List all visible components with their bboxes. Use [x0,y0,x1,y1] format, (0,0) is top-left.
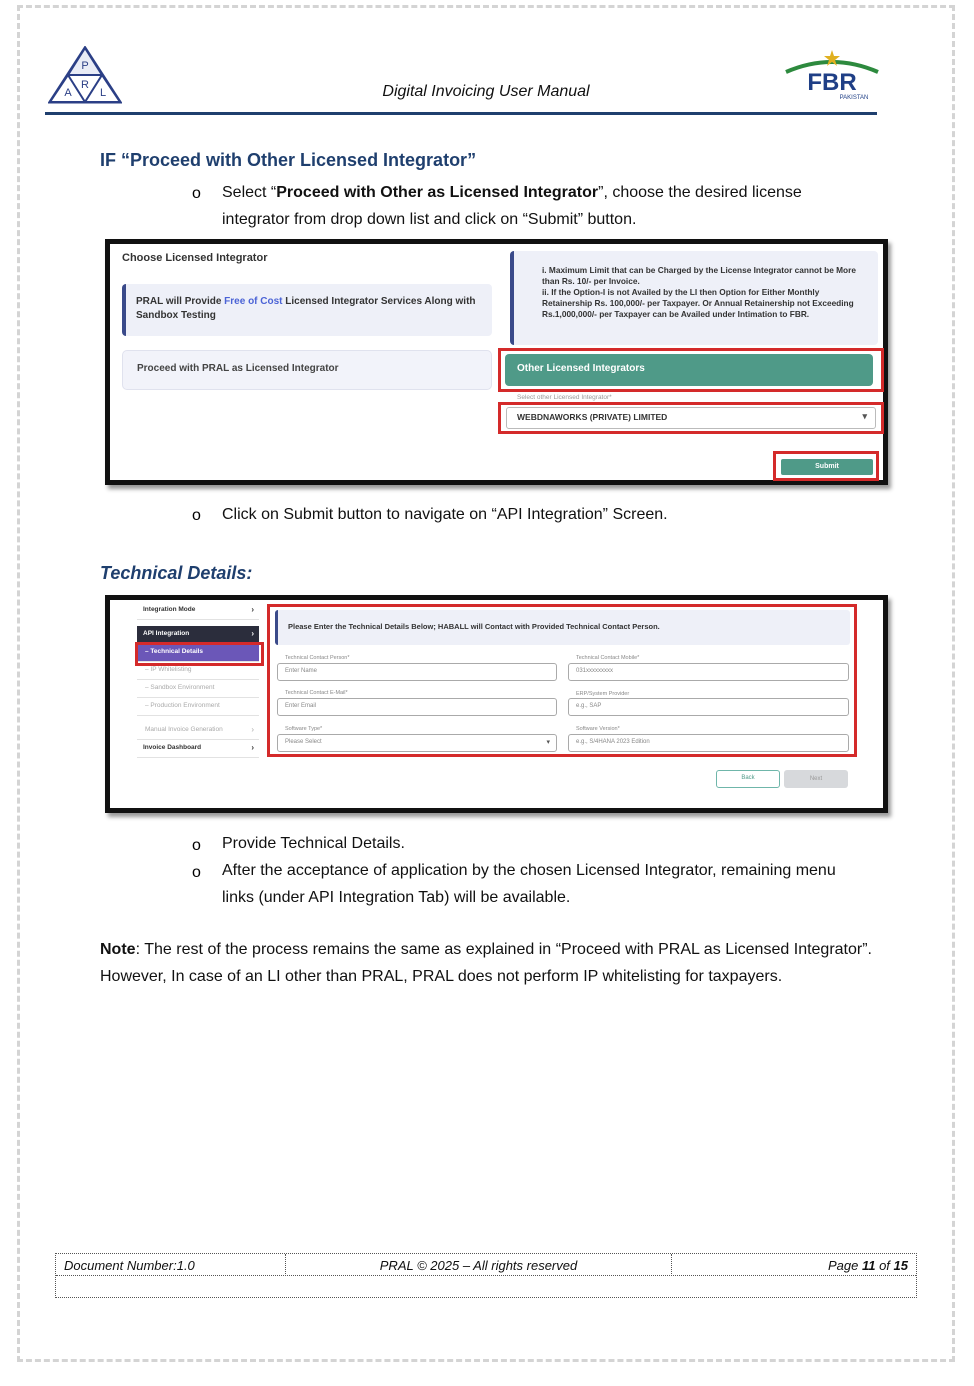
software-version-input[interactable]: e.g., S/4HANA 2023 Edition [568,734,849,752]
sidebar-item-ip-whitelisting[interactable]: – IP Whitelisting [137,662,259,680]
bullet-provide-details: Provide Technical Details. [222,835,405,852]
bullet-select-other-li [222,180,872,233]
page-pre: Page [827,1258,862,1273]
sidebar-nav [137,602,259,758]
chevron-down-icon: ▾ [546,739,550,746]
note-label: Note [100,941,136,958]
sidebar-item-integration-mode[interactable] [137,602,259,620]
nav-label: Manual Invoice Generation [145,726,223,733]
page-current: 11 [861,1258,876,1273]
info-item-ii: ii. If the Option-I is not Availed by the LI then Option for Either Monthly Retainership Rs. 100,000/- per Taxpayer. Or Annual Retainership not Exceeding Rs.1,000,000/- per Taxpayer can be Availed under Intimation to FBR. [542,287,854,319]
chevron-right-icon: › [251,743,254,752]
fbr-logo-sub: PAKISTAN [839,95,869,101]
erp-input[interactable]: e.g., SAP [568,698,849,716]
software-version-label: Software Version* [576,726,620,732]
footer-doc-number: Document Number:1.0 [56,1254,286,1276]
nav-label: API Integration [143,630,190,637]
bullet-text-pre: Select “ [222,184,277,201]
note-paragraph [100,937,872,990]
pral-logo-p: P [81,60,89,72]
chevron-right-icon: › [251,629,254,638]
sidebar-item-production[interactable]: – Production Environment [137,698,259,716]
chevron-right-icon: › [251,605,254,614]
contact-mobile-input[interactable]: 031xxxxxxxxx [568,663,849,681]
pral-card-post: Licensed Integrator Services Along with Sandbox Testing [136,296,476,321]
sidebar-item-manual-invoice[interactable] [137,722,259,740]
email-input[interactable]: Enter Email [277,698,557,716]
fbr-logo-text: FBR [807,69,857,96]
chevron-down-icon: ▾ [862,411,867,421]
note-text: : The rest of the process remains the same as explained in “Proceed with PRAL as Licensed Integrator”. However, In case of an LI other than PRAL, PRAL does not perform IP whitelisting for taxpayers. [100,941,872,985]
pral-card-pre: PRAL will Provide [136,296,225,307]
pral-logo-l: L [99,87,107,99]
bullet-menu-links: After the acceptance of application by the chosen Licensed Integrator, remaining menu links (under API Integration Tab) will be available. [222,862,836,906]
choose-li-title: Choose Licensed Integrator [122,252,268,264]
bullet-marker: o [192,864,201,881]
nav-label: Invoice Dashboard [143,744,202,751]
page-total: 15 [893,1258,908,1273]
li-charges-info [510,251,878,345]
contact-person-label: Technical Contact Person* [285,655,350,661]
bullet-text-post: ”, choose the desired license integrator from drop down list and click on “Submit” button. [222,184,802,228]
bullet-marker: o [192,185,201,202]
erp-label: ERP/System Provider [576,691,630,697]
footer-page-number [672,1254,916,1276]
screenshot-technical-details [105,595,888,813]
contact-mobile-label: Technical Contact Mobile* [576,655,640,661]
chevron-right-icon: › [251,725,254,734]
sidebar-item-sandbox[interactable]: – Sandbox Environment [137,680,259,698]
software-type-value: Please Select [285,739,322,745]
info-item-i: i. Maximum Limit that can be Charged by the License Integrator cannot be More than Rs. 10/- per Invoice. [542,265,856,286]
footer-table [55,1253,917,1298]
footer-row [56,1254,916,1276]
bullet-marker: o [192,507,201,524]
fbr-logo [782,50,882,102]
sidebar-item-invoice-dashboard[interactable] [137,740,259,758]
contact-person-input[interactable]: Enter Name [277,663,557,681]
pral-logo [48,46,122,104]
nav-label: Integration Mode [143,606,196,613]
screenshot-choose-licensed-integrator [105,239,888,485]
submit-button[interactable]: Submit [781,459,873,475]
page-mid: of [875,1258,894,1273]
pral-logo-a: A [64,87,72,99]
select-value: WEBDNAWORKS (PRIVATE) LIMITED [517,412,668,422]
header-title: Digital Invoicing User Manual [382,83,590,100]
sidebar-item-technical-details[interactable]: – Technical Details [137,644,259,662]
proceed-with-pral-button[interactable]: Proceed with PRAL as Licensed Integrator [122,350,492,390]
other-licensed-integrators-button[interactable]: Other Licensed Integrators [505,354,873,386]
licensed-integrator-select[interactable] [506,407,876,429]
pral-free-card [122,284,492,336]
next-button[interactable]: Next [784,770,848,788]
technical-details-instructions: Please Enter the Technical Details Below; HABALL will Contact with Provided Technical Contact Person. [275,610,850,645]
email-label: Technical Contact E-Mail* [285,690,348,696]
highlight-box-technical-details [135,642,264,666]
section-heading-other-li: IF “Proceed with Other Licensed Integrator” [100,150,477,170]
software-type-select[interactable] [277,734,557,752]
footer-copyright: PRAL © 2025 – All rights reserved [286,1254,672,1276]
free-of-cost-text: Free of Cost [224,296,283,307]
select-li-label: Select other Licensed Integrator* [517,394,612,401]
bullet-text-bold: Proceed with Other as Licensed Integrator [276,184,599,201]
header-rule [45,112,877,115]
section-heading-technical-details: Technical Details: [100,563,253,583]
bullet-marker: o [192,837,201,854]
back-button[interactable]: Back [716,770,780,788]
pral-logo-r: R [81,79,89,91]
bullet-click-submit: Click on Submit button to navigate on “API Integration” Screen. [222,506,668,523]
software-type-label: Software Type* [285,726,323,732]
